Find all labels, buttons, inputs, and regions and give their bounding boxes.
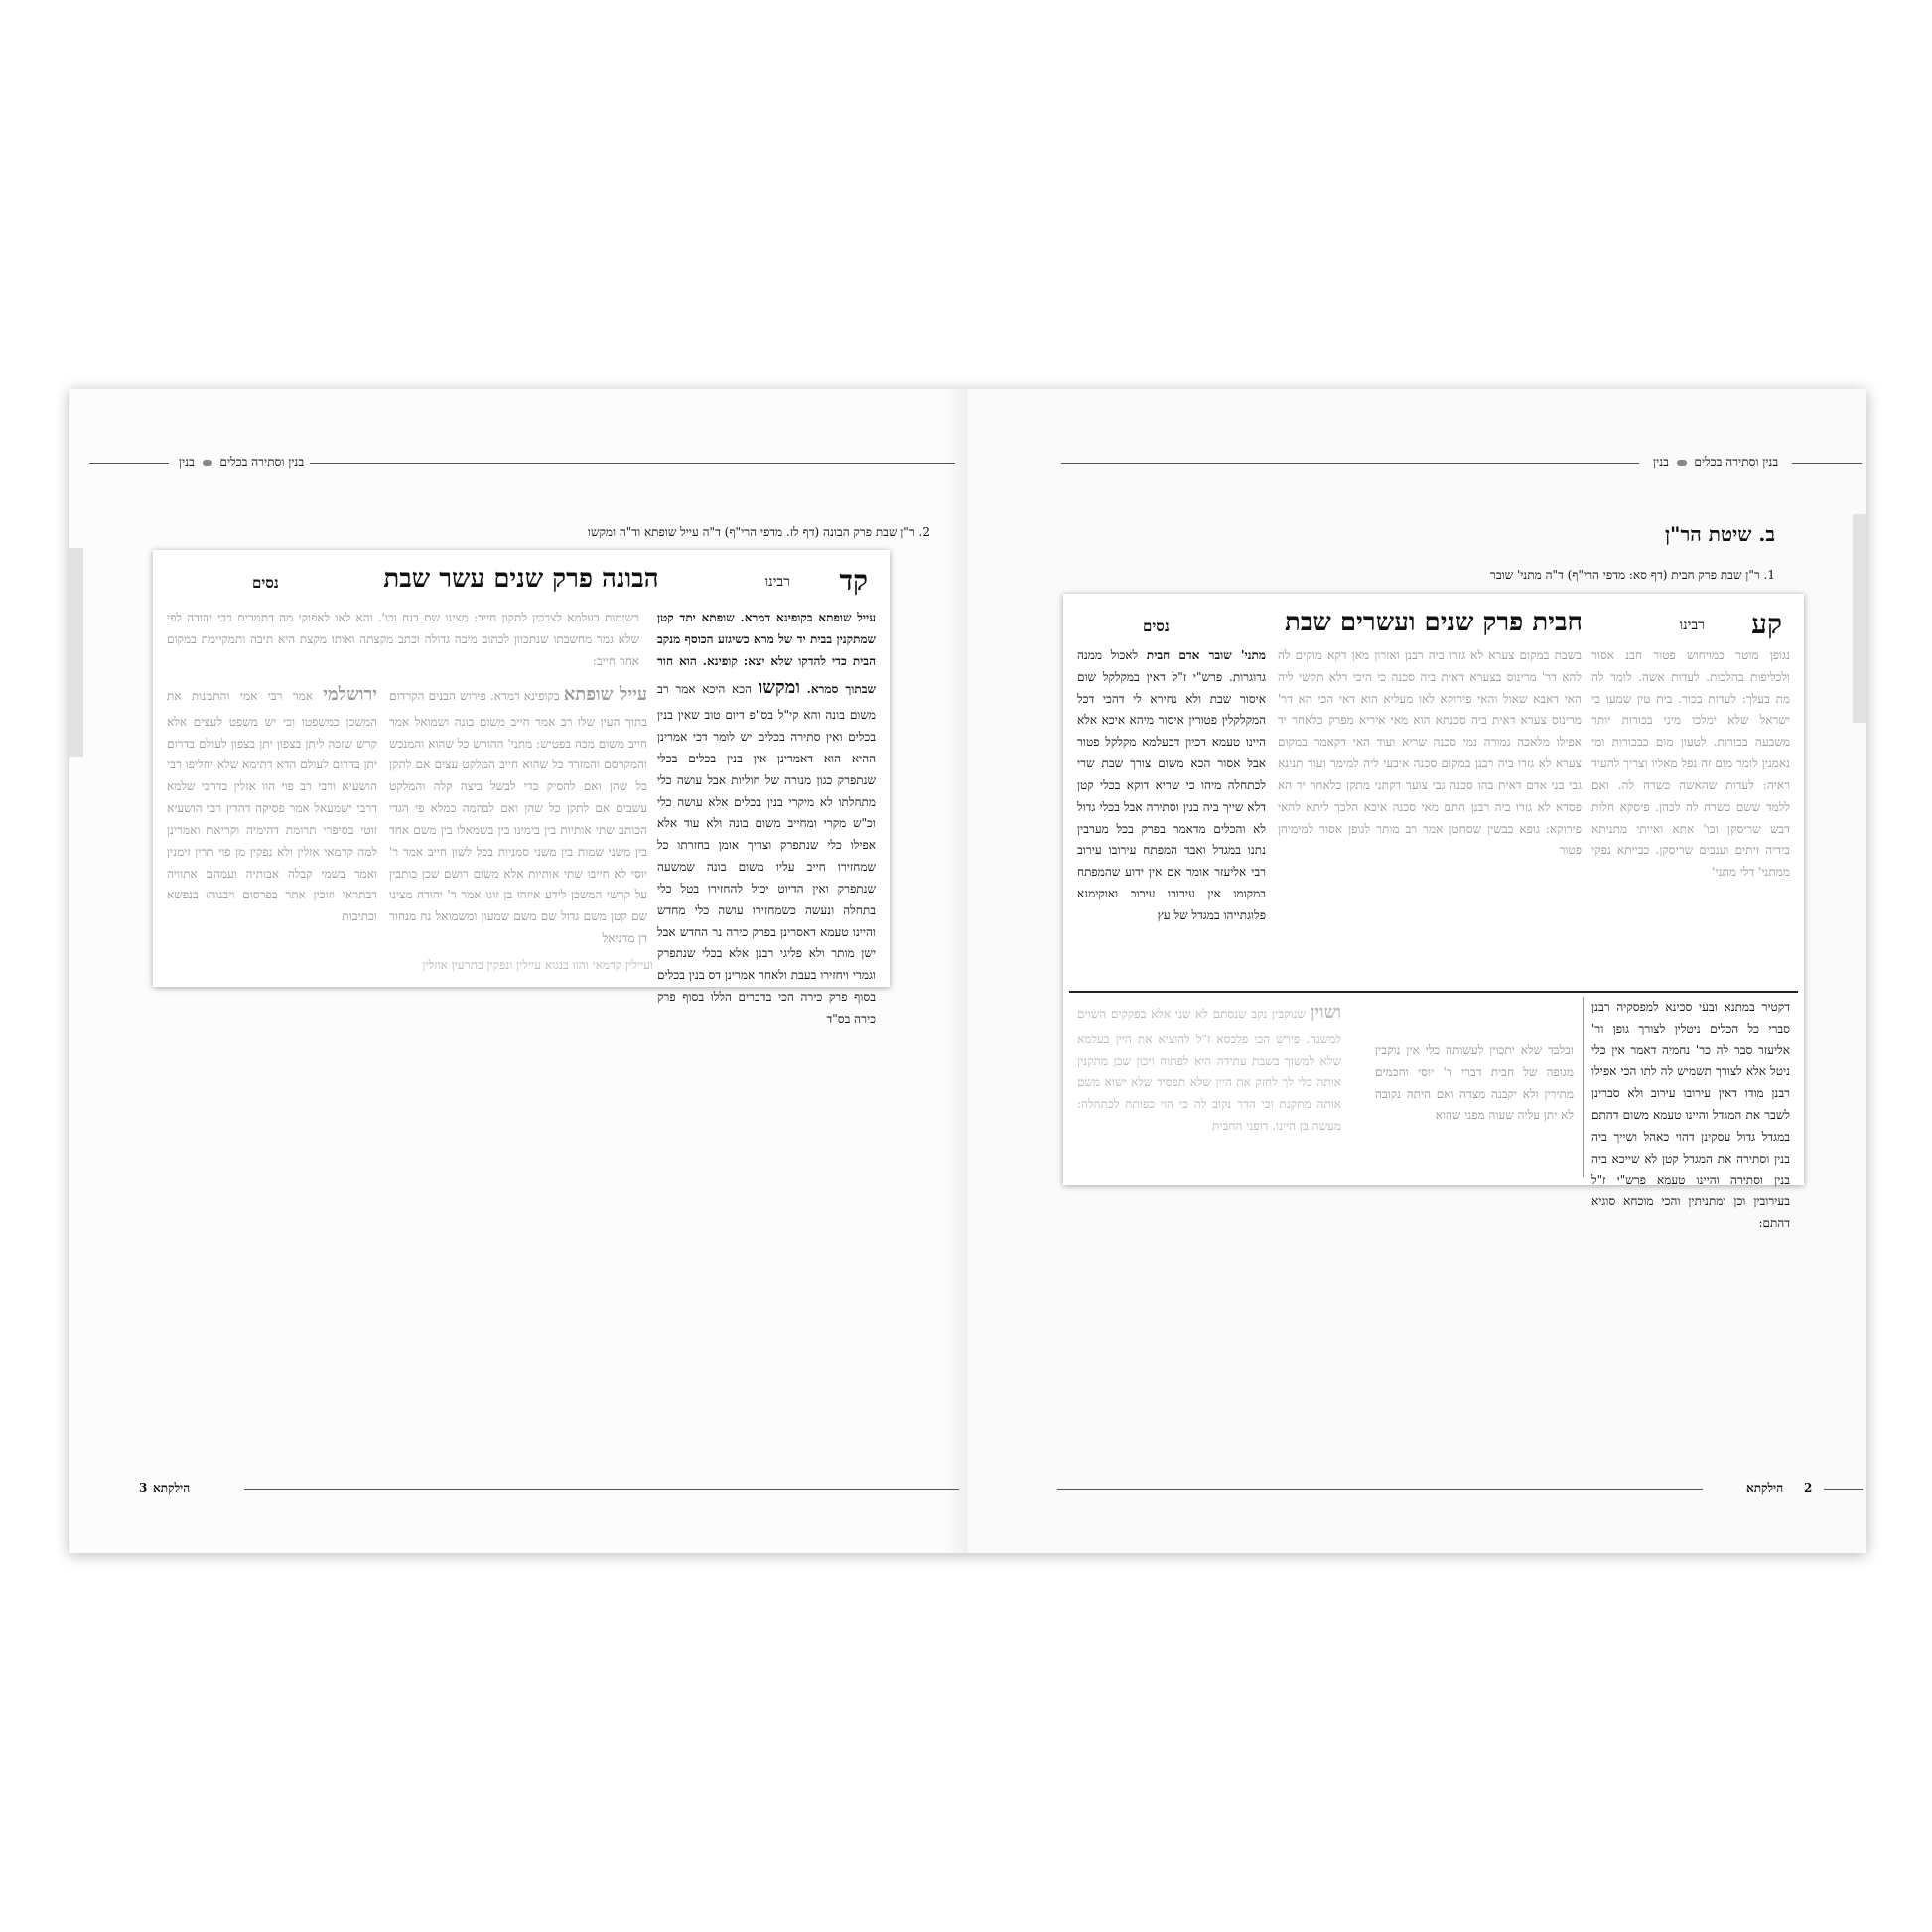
- commentary-column-right: [1591, 645, 1790, 983]
- column-heading: ירושלמי: [323, 684, 377, 705]
- page-number: 2: [1804, 1481, 1813, 1495]
- running-head: [179, 455, 304, 470]
- right-page: [968, 389, 1866, 1553]
- main-text-column: [389, 679, 647, 977]
- lower-column-left: [1077, 997, 1341, 1179]
- footer-rule: [1057, 1489, 1703, 1490]
- source-caption: 2. ר"ן שבת פרק הבונה (דף לז. מדפי הרי"ף) ד"ה עייל שופתא וד"ה ומקשו: [587, 525, 930, 539]
- book-spread: [69, 389, 1866, 1553]
- running-head-title: בנין וסתירה בכלים: [219, 455, 305, 469]
- folio-number: קד: [839, 564, 868, 597]
- column-text: בקופינא דמרא. פירוש הבנים הקרדום בתוך העין שלו רב אמר חייב משום בונה ושמואל אמר חייב משום מכה בפטיש: מתני' ההורש כל שהוא והמנכש והמקרסם והמזרד כל שהוא חייב המלקט עצים אם לתקן כל שהן ואם להסיק כדי לבשל ביצה קלה והמלקט עשבים אם לתקן כל שהן ואם לבהמה כמלא פי הגדי הכותב שתי אותיות בין בימינו בין בשמאלו בין משם אחד בין משני שמות בין משני סמניות בכל לשון חייב אמר ר' יוסי לא חייבו שתי אותיות אלא משום רושם שכן כותבין על קרשי המשכן לידע איזהו בן זוגו אמר ר' יהודה מצינו שם קטן משם גדול שם משם שמעון ומשמואל נח מנחור דן מדניאל: [389, 689, 647, 946]
- rabbeinu-label: רבינו: [1679, 618, 1705, 633]
- talmud-leaf: [1063, 594, 1804, 1231]
- footer-label: הילקתא: [1746, 1481, 1784, 1495]
- column-text: אמר רבי אמי והתמנות את המשכן כמשפטו וכי יש משפט לעצים אלא קרש שזכה ליתן בצפון יתן בצפון לעולם בדרום יתן בדרום לעולם הדא דתימא שלא יחליפו רבי הושעיא ורבי רב פוי הוו אזלין בדרכי שלמא דרבי ישמעאל אמר פסיקה דהדין רבי הושעיא זוטי בסיפרי תרומת דהימיה וקריאת ואמרינן למה קדמאי אזלין ולא נפקין מן פוי תרין זימנין ואמר בשמי קבלה אבותיה ועמהם אתוויה דבתראי וזוכין אתר בפרסום ויבנוהו בנפשא וכתיבות: [167, 689, 377, 924]
- column-text: ובלבד שלא יתכוין לעשותה כלי אין נוקבין מגופה של חבית דברי ר' יוסי וחכמים מתירין ולא יקבנה מצדה ואם היתה נקובה לא יתן עליה שעוה מפני שהוא: [1375, 1043, 1574, 1123]
- leaf-title: חבית פרק שנים ועשרים שבת: [1285, 608, 1583, 637]
- column-text: ועיילין קדמאי והוו בנגוא עיילין ונפקין בתרעין אוזלין: [422, 958, 653, 972]
- column-heading: מתני' שובר אדם חבית: [1146, 648, 1266, 662]
- commentary-column-left-top: [167, 608, 639, 677]
- left-page: [69, 389, 968, 1553]
- main-text-column: [1278, 645, 1582, 983]
- nashim-label: נסים: [1143, 618, 1170, 635]
- running-head: [1653, 455, 1778, 470]
- leaf-header: [153, 564, 890, 604]
- running-head-title: בנין וסתירה בכלים: [1694, 455, 1779, 469]
- commentary-column-left: [1077, 645, 1266, 983]
- commentary-column-bottom: [167, 955, 653, 979]
- lower-column-middle: [1375, 1040, 1574, 1179]
- footer-rule: [244, 1489, 959, 1490]
- column-heading: ומקשו: [758, 677, 800, 699]
- page-edge-tab: [69, 548, 83, 757]
- source-caption: 1. ר"ן שבת פרק חבית (דף סא: מדפי הרי"ף) ד"ה מתני' שובר: [1489, 568, 1775, 582]
- leaf-header: [1063, 608, 1804, 647]
- running-head-rule-right: [1792, 463, 1862, 464]
- lower-column-right: [1591, 997, 1790, 1231]
- column-text: דקטיר במתנא ובעי סכינא למפסקיה רבנן סברי כל הכלים ניטלין לצורך גופן ור' אליעזר סבר לה כר' נחמיה דאמר אין כלי ניטל אלא לצורך תשמיש לה לתו הכי אפילו רבנן מודו דאין עירובו עירוב ולא סברינן לשבר את המגדל והיינו טעמא משום דהתם במגדל גדול עסקינן דהוי כאהל ושייך ביה בנין וסתירה את המגדל קטן לא שייכא ביה בנין וסתירה והיינו טעמא פרש"י ז"ל בעירובין וכן ומתניתין והכי מוכחא סוגיא דהתם:: [1591, 1000, 1790, 1231]
- footer-label: הילקתא: [153, 1481, 191, 1495]
- folio-number: קע: [1751, 608, 1782, 640]
- section-title: ב. שיטת הר"ן: [1664, 522, 1775, 546]
- leaf-title: הבונה פרק שנים עשר שבת: [383, 564, 659, 594]
- column-heading: עייל שופתא: [563, 684, 647, 705]
- running-head-rule-left: [1061, 463, 1639, 464]
- column-text: הכא היכא אמר רב משום בונה והא קי"ל בס"פ דיום טוב שאין בנין בכלים ואין סתירה בכלים יש לומר דכי אמרינן ההיא הוא דאמרינן אין בנין בכלים בכלי שנתפרק כגון מנורה של חוליות אבל עושה כלי מתחלתו לא מיקרי בנין בכלים אלא עושה כלי וכ"ש מקרי ומחייב משום בונה ולא עוד אלא אפילו כלי שנתפרק וצריך אומן בחזרתו כל שמחזירו חייב עליו משום בונה שמשעה שנתפרק ואין הדיוט יכול להחזירו בטל כלי בתחלה ונעשה כשמחזירו עושה כלי מחדש והיינו טעמא דאסרינן בפרק כירה נר החדש אבל ישן מותר ולא פליגי רבנן אלא בכלי שנתפרק וגמרי ויחזירו בעבת ולאחר אמרינן דס בנין בכלים בסוף פרק כירה הכי בדברים הללו בסוף פרק כירה בס"ד: [657, 682, 876, 1026]
- bullet-icon: [203, 460, 212, 466]
- commentary-column-right: [657, 608, 876, 1026]
- page-number: 3: [139, 1481, 148, 1495]
- running-head-side: בנין: [1653, 455, 1669, 469]
- column-text: נגופן מוטר כמויחוש פטור חבנ אסור ולכליפות בהלכות. לעדות אשה. לומר לה מת בעלך: לעדות בכור. בית טין שמעו כי ישראל שלא ימלכו מיני בכורות יותר משבעה בכורות. לטעון מום כבכורות ומי נאמנין לומר מום זה נפל מאליו וצריך להעיד ראיה: לעדות שהאשה כשרה לה. ואם ללמד ששם כשרה לה לכהן. פיסקא חלות דבש שריסקן וכו' אתא ואייתי מתניתא בידיה זיתים וענבים שריסקן. כבייתא נפקי ממתני' דלי מתני': [1591, 648, 1790, 880]
- commentary-column-left: [167, 679, 377, 953]
- bullet-icon: [1677, 460, 1687, 466]
- column-text: לאכול ממנה גרוגרות. פרש"י ז"ל דאין במקלקל שום איסור שבת ולא נחירא לי דהכי דכל המקלקלין פטורין איסור מיהא איכא אלא היינו טעמא דכיון דבעלמא מקלקל פטור אבל אסור הכא משום צורך שבת שרי לכתחלה מיהו כי שריא דוקא בכלי קטן דלא שייך ביה בנין וסתירה אבל בכלי גדול לא והכלים מדאמר בפרק בכל מערבין נתנו במגדל ואבד המפתח עירובו עירוב רבי אליעזר אומר אם אין ידוע שהמפתח במקומו אין עירובו עירוב ואוקימנא פלוגתייהו במגדל של עץ: [1077, 648, 1266, 922]
- rabbeinu-label: רבינו: [764, 574, 790, 590]
- running-head-rule-left: [89, 463, 169, 464]
- column-divider: [1583, 997, 1584, 1177]
- talmud-leaf: [153, 550, 890, 1026]
- column-lead: עייל שופתא בקופינא דמרא. שופתא יתד קטן שמתקנין בבית יד של מרא כשיגזע הכוסף מנקב הבית כדי להדקו שלא יצא: קופינא. הוא חור שבתוך סמרא.: [657, 611, 876, 697]
- running-head-rule-right: [310, 463, 955, 464]
- footer-rule-short: [1824, 1489, 1863, 1490]
- column-text: רשימות בעלמא לצרכין לתקון חייב: מצינו שם בנח וכו'. והא לאו לאפוקי מה דתמרים רבי יהודה לפי שלא גמר מחשבתו שנתכוון לכתוב מיבה גדולה וכתב מקצתה ואותו מקצת היא תיבה ותמקיימת במקום אחר חייב:: [167, 611, 639, 668]
- column-text: שנוקבין נקב שנסתם לא שני אלא בפקקים השוים למשנה. פירש הכי פלכסא ז"ל להוציא את היין בעלמא שלא למשוך בשבת עתידה היא לפתוח ויכון שכן מתקנין אותה כלי לך לחזק את היין שלא תפסיד שלא ישוא משם אותה מתקנת וכי הדר נקוב לה כי הוי כפותח לכתחלה: מעשה בן היינו. דופני החבית: [1077, 1007, 1341, 1134]
- running-head-side: בנין: [179, 455, 195, 469]
- page-edge-tab: [1853, 514, 1866, 723]
- nashim-label: נסים: [252, 574, 279, 592]
- column-heading: ושוין: [1310, 1002, 1341, 1023]
- column-text: בשבת במקום צערא לא גזרו ביה רבנן ואזרון מאן דקא מוקים לה להא דר' מרינוס בצערא דאית ביה סכנה כי היכי דלא תקשי ליה האי דאבא שאול והאי פירוקא לאו מעליא הוא דאי הכי הא דר' מרינוס צערא דאית ביה סכנתא הוא מאי איריא מפרק כלאחר יד אפילו מלאכה גמורה נמי סכנה שריא ועוד האי דקאמר במקום צערא לא גזרו ביה רבנן במקום סכנה איבעי ליה למימר ועוד תנינא גבי בני אדם דאית בהו סכנה גבי צוער דקתני מתקן כלאחר יד הא פסדא לא גזרו ביה רבנן התם מאי סכנה איכא הלכך ליתא להאי פירוקא: גופא כבשין שסחטן אמר רב מותר לגופן אסור למימיהן פטור: [1278, 648, 1582, 858]
- section-divider: [1069, 991, 1798, 993]
